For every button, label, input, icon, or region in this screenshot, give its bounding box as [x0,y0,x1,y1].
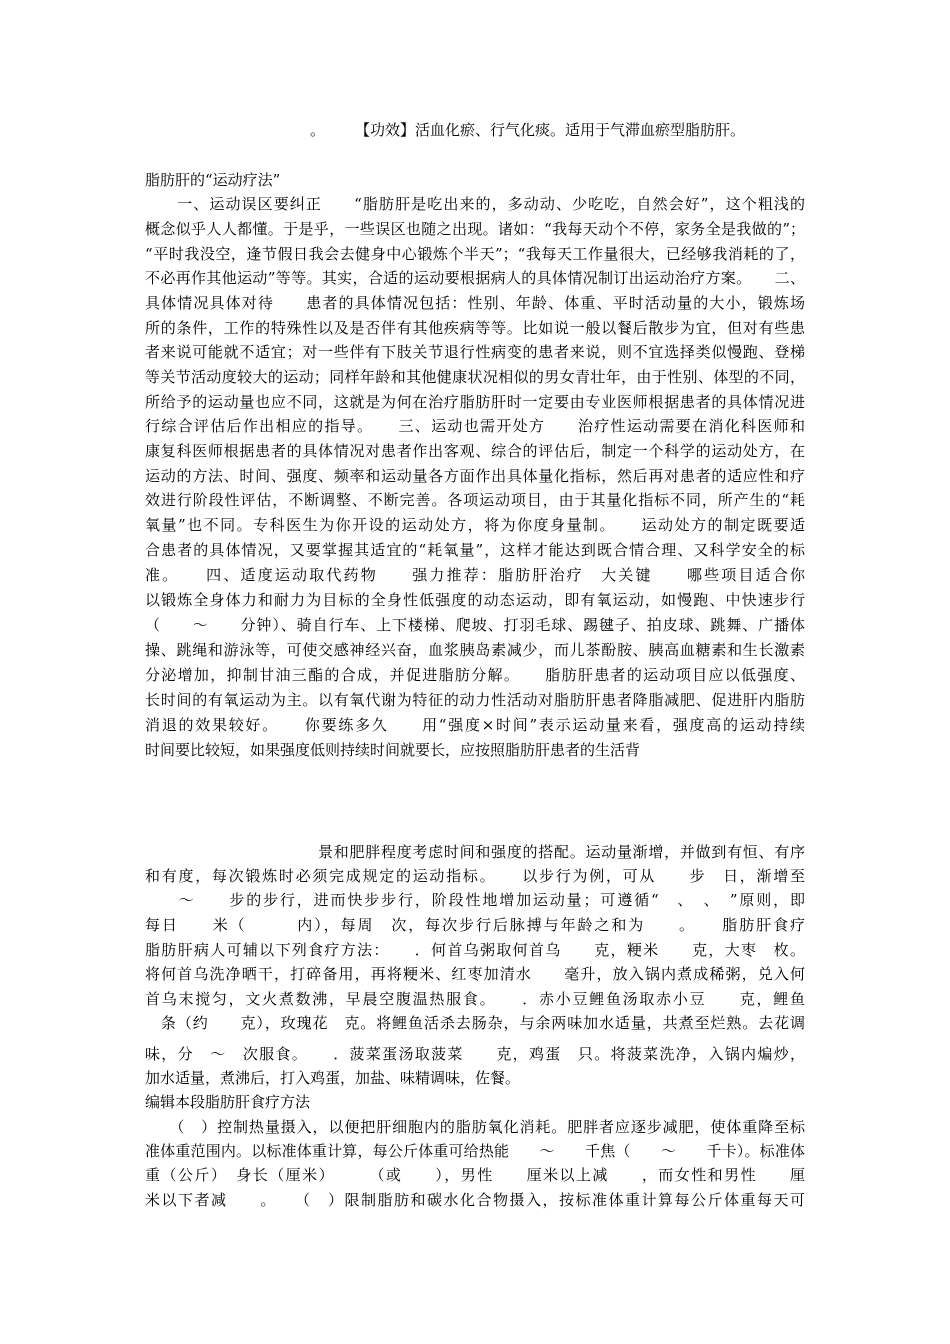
body-line: 加水适量，煮沸后，打入鸡蛋，加盐、味精调味，佐餐。 [145,1069,521,1087]
body-line: 等关节活动度较大的运动；同样年龄和其他健康状况相似的男女青壮年，由于性别、体型的不同， [145,368,805,386]
body-line: 准。 四、适度运动取代药物 强力推荐：脂肪肝治疗 大关键 哪些项目适合你 [145,566,805,584]
body-line: 准体重范围内。以标准体重计算，每公斤体重可给热能 ～ 千焦（ ～ 千卡）。标准体 [145,1142,805,1160]
body-line: 脂肪肝病人可辅以下列食疗方法： ．何首乌粥取何首乌 克，粳米 克，大枣 枚。 [145,941,805,959]
section-title-diet-methods: 编辑本段脂肪肝食疗方法 [145,1093,311,1111]
section-title-exercise-therapy: 脂肪肝的“运动疗法” [145,171,281,189]
body-line: 米以下者减 。 （ ）限制脂肪和碳水化合物摄入，按标准体重计算每公斤体重每天可 [145,1191,805,1209]
body-line: 操、跳绳和游泳等，可使交感神经兴奋，血浆胰岛素减少，而儿茶酚胺、胰高血糖素和生长激素 [145,641,805,659]
body-line: 条（约 克），玫瑰花 克。将鲤鱼活杀去肠杂，与余两味加水适量，共煮至烂熟。去花调 [145,1014,805,1032]
body-line: “平时我没空，逢节假日我会去健身中心锻炼个半天”；“我每天工作量很大，已经够我消耗的了， [145,245,805,263]
body-line: 和有度，每次锻炼时必须完成规定的运动指标。 以步行为例，可从 步 日，渐增至 [145,867,805,885]
body-line: 氧量”也不同。专科医生为你开设的运动处方，将为你度身量制。 运动处方的制定既要适 [145,516,805,534]
body-line: ～ 步的步行，进而快步步行，阶段性地增加运动量；可遵循“ 、 、 ”原则，即 [145,891,805,909]
body-line: 概念似乎人人都懂。于是乎，一些误区也随之出现。诸如：“我每天动个不停，家务全是我做的”； [145,220,805,238]
body-line: 首乌末搅匀，文火煮数沸，早晨空腹温热服食。 ．赤小豆鲤鱼汤取赤小豆 克，鲤鱼 [145,990,805,1008]
body-line: 所给予的运动量也应不同，这就是为何在治疗脂肪肝时一定要由专业医师根据患者的具体情况进 [145,393,805,411]
body-line: 具体情况具体对待 患者的具体情况包括：性别、年龄、体重、平时活动量的大小，锻炼场 [145,294,805,312]
body-line: 效进行阶段性评估，不断调整、不断完善。各项运动项目，由于其量化指标不同，所产生的“耗 [145,491,805,509]
efficacy-note: 。 【功效】活血化瘀、行气化痰。适用于气滞血瘀型脂肪肝。 [310,121,746,139]
body-line: 运动的方法、时间、强度、频率和运动量各方面作出具体量化指标，然后再对患者的适应性和疗 [145,467,805,485]
body-line: 一、运动误区要纠正 “脂肪肝是吃出来的，多动动、少吃吃，自然会好”，这个粗浅的 [145,195,805,213]
body-line: 消退的效果较好。 你要练多久 用“强度×时间”表示运动量来看，强度高的运动持续 [145,716,805,734]
body-line: 时间要比较短，如果强度低则持续时间就要长，应按照脂肪肝患者的生活背 [145,741,641,759]
body-line: 康复科医师根据患者的具体情况对患者作出客观、综合的评估后，制定一个科学的运动处方，在 [145,442,805,460]
body-line: 味，分 ～ 次服食。 ．菠菜蛋汤取菠菜 克，鸡蛋 只。将菠菜洗净，入锅内煸炒， [145,1045,805,1063]
body-line: 行综合评估后作出相应的指导。 三、运动也需开处方 治疗性运动需要在消化科医师和 [145,417,805,435]
body-line: 不必再作其他运动”等等。其实，合适的运动要根据病人的具体情况制订出运动治疗方案。 二、 [145,269,805,287]
body-line: 每日 米（ 内），每周 次，每次步行后脉搏与年龄之和为 。 脂肪肝食疗 [145,916,805,934]
body-line: 重（公斤） 身长（厘米） （或 ），男性 厘米以上减 ，而女性和男性 厘 [145,1166,805,1184]
body-line: 景和肥胖程度考虑时间和强度的搭配。运动量渐增，并做到有恒、有序 [145,843,805,861]
body-line: 以锻炼全身体力和耐力为目标的全身性低强度的动态运动，即有氧运动，如慢跑、中快速步行 [145,591,805,609]
body-line: 分泌增加，抑制甘油三酯的合成，并促进脂肪分解。 脂肪肝患者的运动项目应以低强度、 [145,666,805,684]
body-line: 所的条件，工作的特殊性以及是否伴有其他疾病等等。比如说一般以餐后散步为宜，但对有些患 [145,319,805,337]
body-line: 合患者的具体情况，又要掌握其适宜的“耗氧量”，这样才能达到既合情合理、又科学安全的标 [145,541,805,559]
body-line: 者来说可能就不适宜；对一些伴有下肢关节退行性病变的患者来说，则不宜选择类似慢跑、登梯 [145,343,805,361]
body-line: （ ～ 分钟）、骑自行车、上下楼梯、爬坡、打羽毛球、踢毽子、拍皮球、跳舞、广播体 [145,616,805,634]
body-line: （ ）控制热量摄入，以便把肝细胞内的脂肪氧化消耗。肥胖者应逐步减肥，使体重降至标 [145,1118,805,1136]
body-line: 将何首乌洗净晒干，打碎备用，再将粳米、红枣加清水 毫升，放入锅内煮成稀粥，兑入何 [145,965,805,983]
body-line: 长时间的有氧运动为主。以有氧代谢为特征的动力性活动对脂肪肝患者降脂减肥、促进肝内脂肪 [145,691,805,709]
